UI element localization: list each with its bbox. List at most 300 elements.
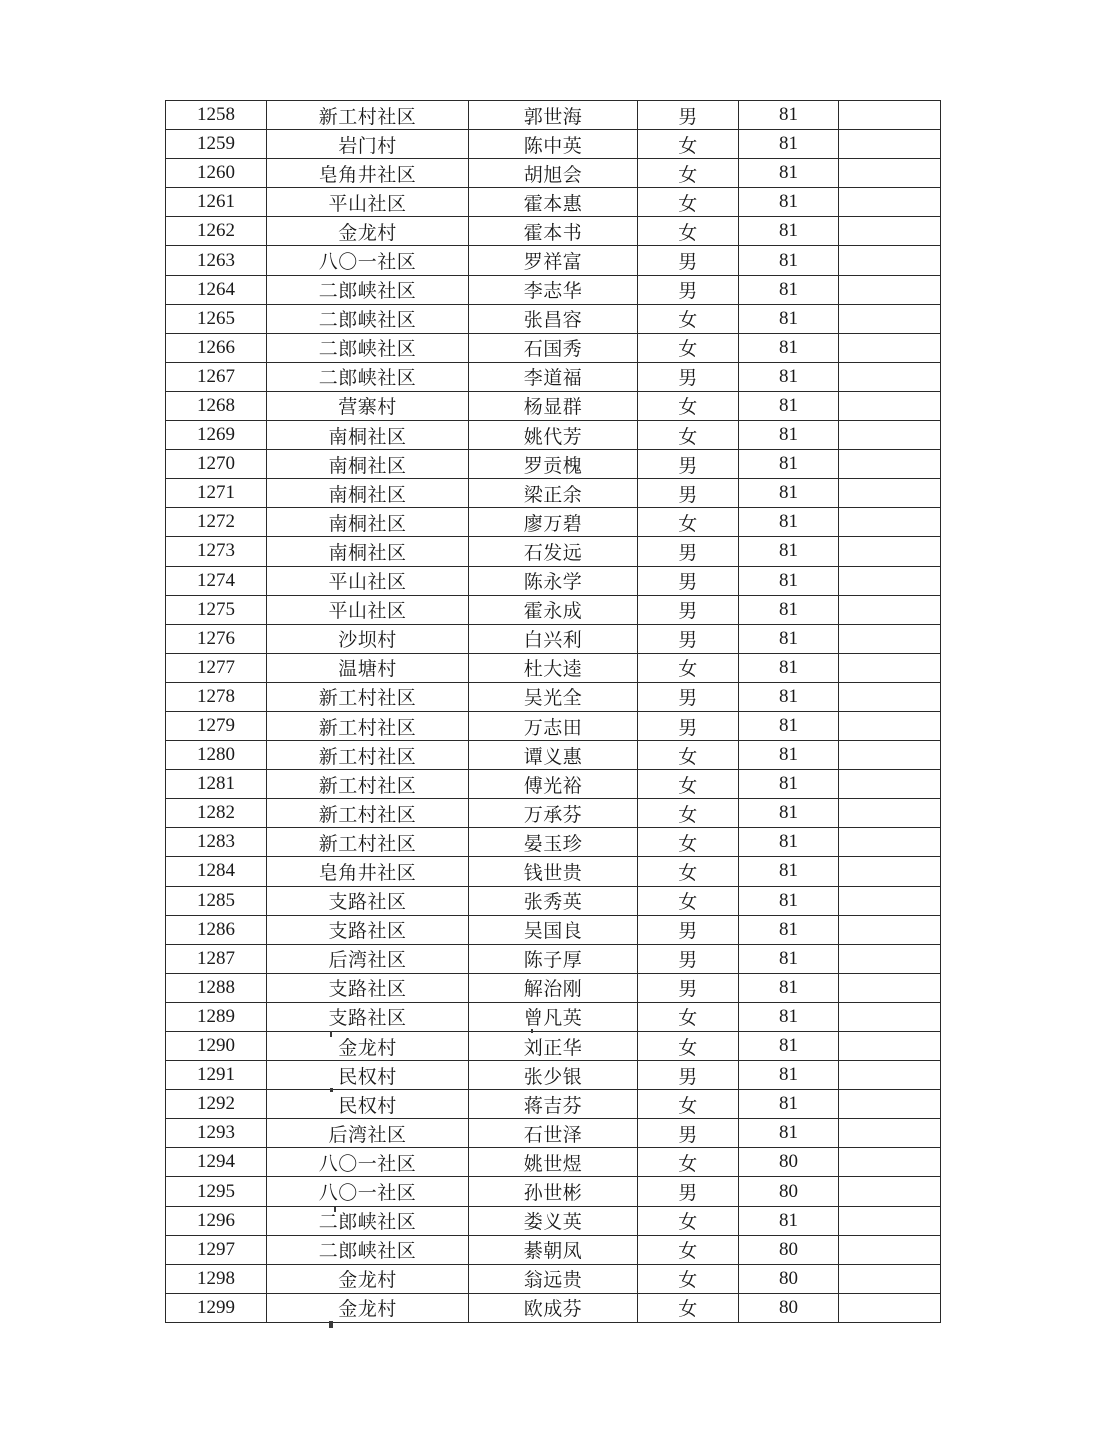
table-row [166, 217, 941, 246]
cell-person-name: 陈永学 [469, 566, 638, 595]
cell-person-name: 姚代芳 [469, 421, 638, 450]
cell-gender: 男 [638, 246, 739, 275]
cell-gender: 女 [638, 1235, 739, 1264]
cell-person-name: 梁正余 [469, 479, 638, 508]
cell-blank [839, 246, 941, 275]
cell-gender: 女 [638, 1032, 739, 1061]
cell-age: 80 [739, 1293, 839, 1322]
cell-serial-number: 1287 [166, 944, 267, 973]
cell-serial-number: 1277 [166, 653, 267, 682]
cell-village-community: 八〇一社区 [267, 1177, 469, 1206]
cell-age: 81 [739, 304, 839, 333]
cell-village-community: 民权村 [267, 1090, 469, 1119]
cell-age: 80 [739, 1264, 839, 1293]
cell-age: 81 [739, 1206, 839, 1235]
cell-person-name: 陈子厚 [469, 944, 638, 973]
cell-person-name: 万志田 [469, 711, 638, 740]
cell-person-name: 张秀英 [469, 886, 638, 915]
cell-serial-number: 1295 [166, 1177, 267, 1206]
cell-village-community: 后湾社区 [267, 944, 469, 973]
cell-gender: 男 [638, 566, 739, 595]
cell-serial-number: 1297 [166, 1235, 267, 1264]
cell-gender: 女 [638, 188, 739, 217]
cell-blank [839, 188, 941, 217]
table-row [166, 479, 941, 508]
cell-serial-number: 1293 [166, 1119, 267, 1148]
cell-person-name: 杨显群 [469, 391, 638, 420]
cell-person-name: 白兴利 [469, 624, 638, 653]
cell-village-community: 新工村社区 [267, 101, 469, 130]
cell-village-community: 后湾社区 [267, 1119, 469, 1148]
cell-gender: 女 [638, 770, 739, 799]
cell-blank [839, 1002, 941, 1031]
cell-person-name: 刘正华 [469, 1032, 638, 1061]
cell-blank [839, 362, 941, 391]
cell-gender: 男 [638, 101, 739, 130]
cell-age: 81 [739, 1061, 839, 1090]
cell-age: 81 [739, 944, 839, 973]
cell-age: 81 [739, 624, 839, 653]
cell-serial-number: 1283 [166, 828, 267, 857]
cell-gender: 男 [638, 944, 739, 973]
cell-age: 81 [739, 537, 839, 566]
cell-serial-number: 1298 [166, 1264, 267, 1293]
cell-blank [839, 1177, 941, 1206]
cell-gender: 女 [638, 421, 739, 450]
cell-village-community: 二郎峡社区 [267, 362, 469, 391]
cell-village-community: 沙坝村 [267, 624, 469, 653]
table-row [166, 1148, 941, 1177]
cell-person-name: 廖万碧 [469, 508, 638, 537]
cell-serial-number: 1296 [166, 1206, 267, 1235]
table-row [166, 799, 941, 828]
cell-age: 80 [739, 1148, 839, 1177]
table-row [166, 188, 941, 217]
cell-gender: 男 [638, 624, 739, 653]
cell-gender: 男 [638, 450, 739, 479]
table-row [166, 1235, 941, 1264]
cell-serial-number: 1294 [166, 1148, 267, 1177]
cell-age: 80 [739, 1177, 839, 1206]
cell-blank [839, 944, 941, 973]
cell-age: 81 [739, 508, 839, 537]
cell-age: 81 [739, 857, 839, 886]
cell-blank [839, 421, 941, 450]
table-row [166, 711, 941, 740]
cell-serial-number: 1271 [166, 479, 267, 508]
cell-person-name: 石国秀 [469, 333, 638, 362]
table-row [166, 741, 941, 770]
cell-person-name: 孙世彬 [469, 1177, 638, 1206]
cell-gender: 女 [638, 857, 739, 886]
cell-blank [839, 275, 941, 304]
cell-serial-number: 1281 [166, 770, 267, 799]
cell-gender: 女 [638, 304, 739, 333]
cell-village-community: 二郎峡社区 [267, 304, 469, 333]
ink-speck [330, 1031, 332, 1037]
cell-gender: 男 [638, 682, 739, 711]
cell-gender: 女 [638, 130, 739, 159]
cell-gender: 女 [638, 333, 739, 362]
cell-village-community: 皂角井社区 [267, 857, 469, 886]
cell-gender: 男 [638, 362, 739, 391]
cell-age: 80 [739, 1235, 839, 1264]
cell-serial-number: 1278 [166, 682, 267, 711]
cell-blank [839, 508, 941, 537]
table-row [166, 1061, 941, 1090]
cell-person-name: 石世泽 [469, 1119, 638, 1148]
cell-serial-number: 1265 [166, 304, 267, 333]
table-row [166, 304, 941, 333]
cell-gender: 女 [638, 653, 739, 682]
table-row [166, 130, 941, 159]
table-row [166, 450, 941, 479]
cell-person-name: 杜大逵 [469, 653, 638, 682]
cell-serial-number: 1284 [166, 857, 267, 886]
cell-age: 81 [739, 828, 839, 857]
cell-blank [839, 1293, 941, 1322]
cell-age: 81 [739, 275, 839, 304]
table-row [166, 828, 941, 857]
table-row [166, 159, 941, 188]
cell-village-community: 南桐社区 [267, 479, 469, 508]
cell-gender: 男 [638, 1177, 739, 1206]
cell-blank [839, 770, 941, 799]
cell-age: 81 [739, 799, 839, 828]
cell-gender: 女 [638, 741, 739, 770]
cell-village-community: 八〇一社区 [267, 246, 469, 275]
cell-blank [839, 217, 941, 246]
cell-blank [839, 1206, 941, 1235]
table-row [166, 770, 941, 799]
roster-table [165, 100, 941, 1323]
cell-age: 81 [739, 653, 839, 682]
cell-person-name: 李道福 [469, 362, 638, 391]
cell-person-name: 綦朝凤 [469, 1235, 638, 1264]
cell-person-name: 罗祥富 [469, 246, 638, 275]
ink-speck [334, 1207, 336, 1212]
cell-age: 81 [739, 595, 839, 624]
cell-gender: 女 [638, 886, 739, 915]
cell-person-name: 胡旭会 [469, 159, 638, 188]
cell-age: 81 [739, 246, 839, 275]
cell-age: 81 [739, 217, 839, 246]
cell-age: 81 [739, 770, 839, 799]
cell-gender: 男 [638, 1061, 739, 1090]
cell-gender: 男 [638, 915, 739, 944]
cell-serial-number: 1286 [166, 915, 267, 944]
table-row [166, 508, 941, 537]
cell-person-name: 石发远 [469, 537, 638, 566]
cell-person-name: 姚世煜 [469, 1148, 638, 1177]
cell-serial-number: 1272 [166, 508, 267, 537]
cell-person-name: 曾凡英 [469, 1002, 638, 1031]
cell-village-community: 支路社区 [267, 886, 469, 915]
cell-person-name: 傅光裕 [469, 770, 638, 799]
cell-village-community: 支路社区 [267, 915, 469, 944]
table-row [166, 275, 941, 304]
cell-blank [839, 130, 941, 159]
cell-serial-number: 1273 [166, 537, 267, 566]
cell-village-community: 南桐社区 [267, 537, 469, 566]
cell-person-name: 解治刚 [469, 973, 638, 1002]
table-row [166, 1119, 941, 1148]
cell-blank [839, 333, 941, 362]
cell-village-community: 金龙村 [267, 1264, 469, 1293]
cell-person-name: 罗贡槐 [469, 450, 638, 479]
cell-blank [839, 624, 941, 653]
cell-village-community: 温塘村 [267, 653, 469, 682]
cell-age: 81 [739, 741, 839, 770]
cell-age: 81 [739, 566, 839, 595]
cell-person-name: 万承芬 [469, 799, 638, 828]
cell-blank [839, 1061, 941, 1090]
cell-person-name: 霍本惠 [469, 188, 638, 217]
cell-serial-number: 1282 [166, 799, 267, 828]
cell-village-community: 南桐社区 [267, 450, 469, 479]
cell-gender: 男 [638, 711, 739, 740]
cell-blank [839, 450, 941, 479]
cell-serial-number: 1267 [166, 362, 267, 391]
cell-blank [839, 1235, 941, 1264]
cell-blank [839, 1090, 941, 1119]
cell-serial-number: 1260 [166, 159, 267, 188]
table-row [166, 1206, 941, 1235]
table-row [166, 101, 941, 130]
cell-gender: 男 [638, 973, 739, 1002]
table-row [166, 886, 941, 915]
cell-serial-number: 1276 [166, 624, 267, 653]
cell-village-community: 平山社区 [267, 595, 469, 624]
cell-blank [839, 1032, 941, 1061]
cell-village-community: 营寨村 [267, 391, 469, 420]
cell-blank [839, 682, 941, 711]
cell-village-community: 新工村社区 [267, 828, 469, 857]
cell-age: 81 [739, 333, 839, 362]
table-row [166, 1264, 941, 1293]
cell-age: 81 [739, 711, 839, 740]
cell-village-community: 民权村 [267, 1061, 469, 1090]
cell-blank [839, 159, 941, 188]
cell-person-name: 霍本书 [469, 217, 638, 246]
cell-age: 81 [739, 1002, 839, 1031]
cell-person-name: 钱世贵 [469, 857, 638, 886]
cell-person-name: 李志华 [469, 275, 638, 304]
cell-person-name: 蒋吉芬 [469, 1090, 638, 1119]
cell-serial-number: 1288 [166, 973, 267, 1002]
table-row [166, 362, 941, 391]
cell-age: 81 [739, 915, 839, 944]
cell-village-community: 皂角井社区 [267, 159, 469, 188]
cell-age: 81 [739, 479, 839, 508]
table-row [166, 391, 941, 420]
cell-serial-number: 1270 [166, 450, 267, 479]
cell-village-community: 二郎峡社区 [267, 333, 469, 362]
cell-village-community: 二郎峡社区 [267, 275, 469, 304]
cell-gender: 男 [638, 537, 739, 566]
cell-serial-number: 1258 [166, 101, 267, 130]
cell-village-community: 南桐社区 [267, 508, 469, 537]
cell-person-name: 谭义惠 [469, 741, 638, 770]
table-row [166, 973, 941, 1002]
cell-serial-number: 1274 [166, 566, 267, 595]
cell-village-community: 金龙村 [267, 217, 469, 246]
cell-age: 81 [739, 362, 839, 391]
cell-blank [839, 537, 941, 566]
cell-serial-number: 1262 [166, 217, 267, 246]
cell-gender: 女 [638, 1264, 739, 1293]
cell-gender: 女 [638, 1206, 739, 1235]
cell-serial-number: 1299 [166, 1293, 267, 1322]
cell-village-community: 金龙村 [267, 1293, 469, 1322]
cell-serial-number: 1275 [166, 595, 267, 624]
cell-gender: 女 [638, 217, 739, 246]
cell-serial-number: 1289 [166, 1002, 267, 1031]
table-row [166, 1177, 941, 1206]
ink-speck [330, 1088, 333, 1092]
table-row [166, 1032, 941, 1061]
cell-age: 81 [739, 130, 839, 159]
table-row [166, 653, 941, 682]
cell-blank [839, 1119, 941, 1148]
cell-gender: 女 [638, 1002, 739, 1031]
cell-village-community: 八〇一社区 [267, 1148, 469, 1177]
cell-age: 81 [739, 159, 839, 188]
cell-person-name: 翁远贵 [469, 1264, 638, 1293]
cell-blank [839, 1264, 941, 1293]
cell-age: 81 [739, 1119, 839, 1148]
cell-age: 81 [739, 391, 839, 420]
cell-serial-number: 1285 [166, 886, 267, 915]
cell-age: 81 [739, 682, 839, 711]
table-row [166, 1002, 941, 1031]
cell-blank [839, 799, 941, 828]
cell-village-community: 新工村社区 [267, 711, 469, 740]
cell-age: 81 [739, 450, 839, 479]
table-row [166, 1293, 941, 1322]
cell-person-name: 张昌容 [469, 304, 638, 333]
cell-blank [839, 101, 941, 130]
cell-serial-number: 1268 [166, 391, 267, 420]
cell-person-name: 霍永成 [469, 595, 638, 624]
cell-village-community: 二郎峡社区 [267, 1206, 469, 1235]
table-body [166, 101, 941, 1323]
cell-village-community: 岩门村 [267, 130, 469, 159]
cell-age: 81 [739, 973, 839, 1002]
ink-speck [531, 1029, 533, 1033]
table-row [166, 624, 941, 653]
cell-serial-number: 1292 [166, 1090, 267, 1119]
ink-speck [329, 1321, 333, 1328]
cell-serial-number: 1264 [166, 275, 267, 304]
cell-serial-number: 1290 [166, 1032, 267, 1061]
cell-person-name: 吴光全 [469, 682, 638, 711]
table-row [166, 857, 941, 886]
cell-gender: 女 [638, 1148, 739, 1177]
cell-gender: 男 [638, 595, 739, 624]
cell-serial-number: 1259 [166, 130, 267, 159]
cell-serial-number: 1279 [166, 711, 267, 740]
cell-serial-number: 1291 [166, 1061, 267, 1090]
cell-age: 81 [739, 188, 839, 217]
cell-gender: 男 [638, 479, 739, 508]
cell-village-community: 支路社区 [267, 973, 469, 1002]
cell-blank [839, 1148, 941, 1177]
cell-village-community: 二郎峡社区 [267, 1235, 469, 1264]
cell-gender: 女 [638, 508, 739, 537]
cell-village-community: 新工村社区 [267, 770, 469, 799]
table-row [166, 1090, 941, 1119]
cell-village-community: 支路社区 [267, 1002, 469, 1031]
cell-gender: 女 [638, 1090, 739, 1119]
table-row [166, 537, 941, 566]
cell-village-community: 新工村社区 [267, 799, 469, 828]
cell-blank [839, 973, 941, 1002]
cell-person-name: 娄义英 [469, 1206, 638, 1235]
cell-serial-number: 1280 [166, 741, 267, 770]
cell-village-community: 南桐社区 [267, 421, 469, 450]
cell-person-name: 张少银 [469, 1061, 638, 1090]
cell-blank [839, 391, 941, 420]
cell-gender: 男 [638, 275, 739, 304]
cell-person-name: 欧成芬 [469, 1293, 638, 1322]
cell-gender: 女 [638, 1293, 739, 1322]
cell-gender: 男 [638, 1119, 739, 1148]
cell-person-name: 郭世海 [469, 101, 638, 130]
cell-serial-number: 1261 [166, 188, 267, 217]
cell-gender: 女 [638, 799, 739, 828]
cell-village-community: 新工村社区 [267, 682, 469, 711]
cell-blank [839, 886, 941, 915]
cell-blank [839, 915, 941, 944]
cell-village-community: 平山社区 [267, 188, 469, 217]
cell-blank [839, 566, 941, 595]
table-row [166, 915, 941, 944]
cell-blank [839, 711, 941, 740]
cell-serial-number: 1269 [166, 421, 267, 450]
cell-blank [839, 828, 941, 857]
cell-village-community: 金龙村 [267, 1032, 469, 1061]
cell-village-community: 平山社区 [267, 566, 469, 595]
cell-age: 81 [739, 886, 839, 915]
cell-person-name: 陈中英 [469, 130, 638, 159]
cell-person-name: 吴国良 [469, 915, 638, 944]
cell-age: 81 [739, 1032, 839, 1061]
cell-age: 81 [739, 101, 839, 130]
table-row [166, 682, 941, 711]
table-row [166, 566, 941, 595]
cell-blank [839, 595, 941, 624]
table-row [166, 944, 941, 973]
table-row [166, 595, 941, 624]
cell-serial-number: 1266 [166, 333, 267, 362]
cell-blank [839, 857, 941, 886]
table-row [166, 333, 941, 362]
cell-gender: 女 [638, 159, 739, 188]
table-row [166, 421, 941, 450]
cell-serial-number: 1263 [166, 246, 267, 275]
cell-age: 81 [739, 421, 839, 450]
cell-gender: 女 [638, 391, 739, 420]
cell-blank [839, 653, 941, 682]
table-row [166, 246, 941, 275]
cell-blank [839, 741, 941, 770]
cell-age: 81 [739, 1090, 839, 1119]
cell-blank [839, 479, 941, 508]
cell-gender: 女 [638, 828, 739, 857]
cell-village-community: 新工村社区 [267, 741, 469, 770]
cell-person-name: 晏玉珍 [469, 828, 638, 857]
